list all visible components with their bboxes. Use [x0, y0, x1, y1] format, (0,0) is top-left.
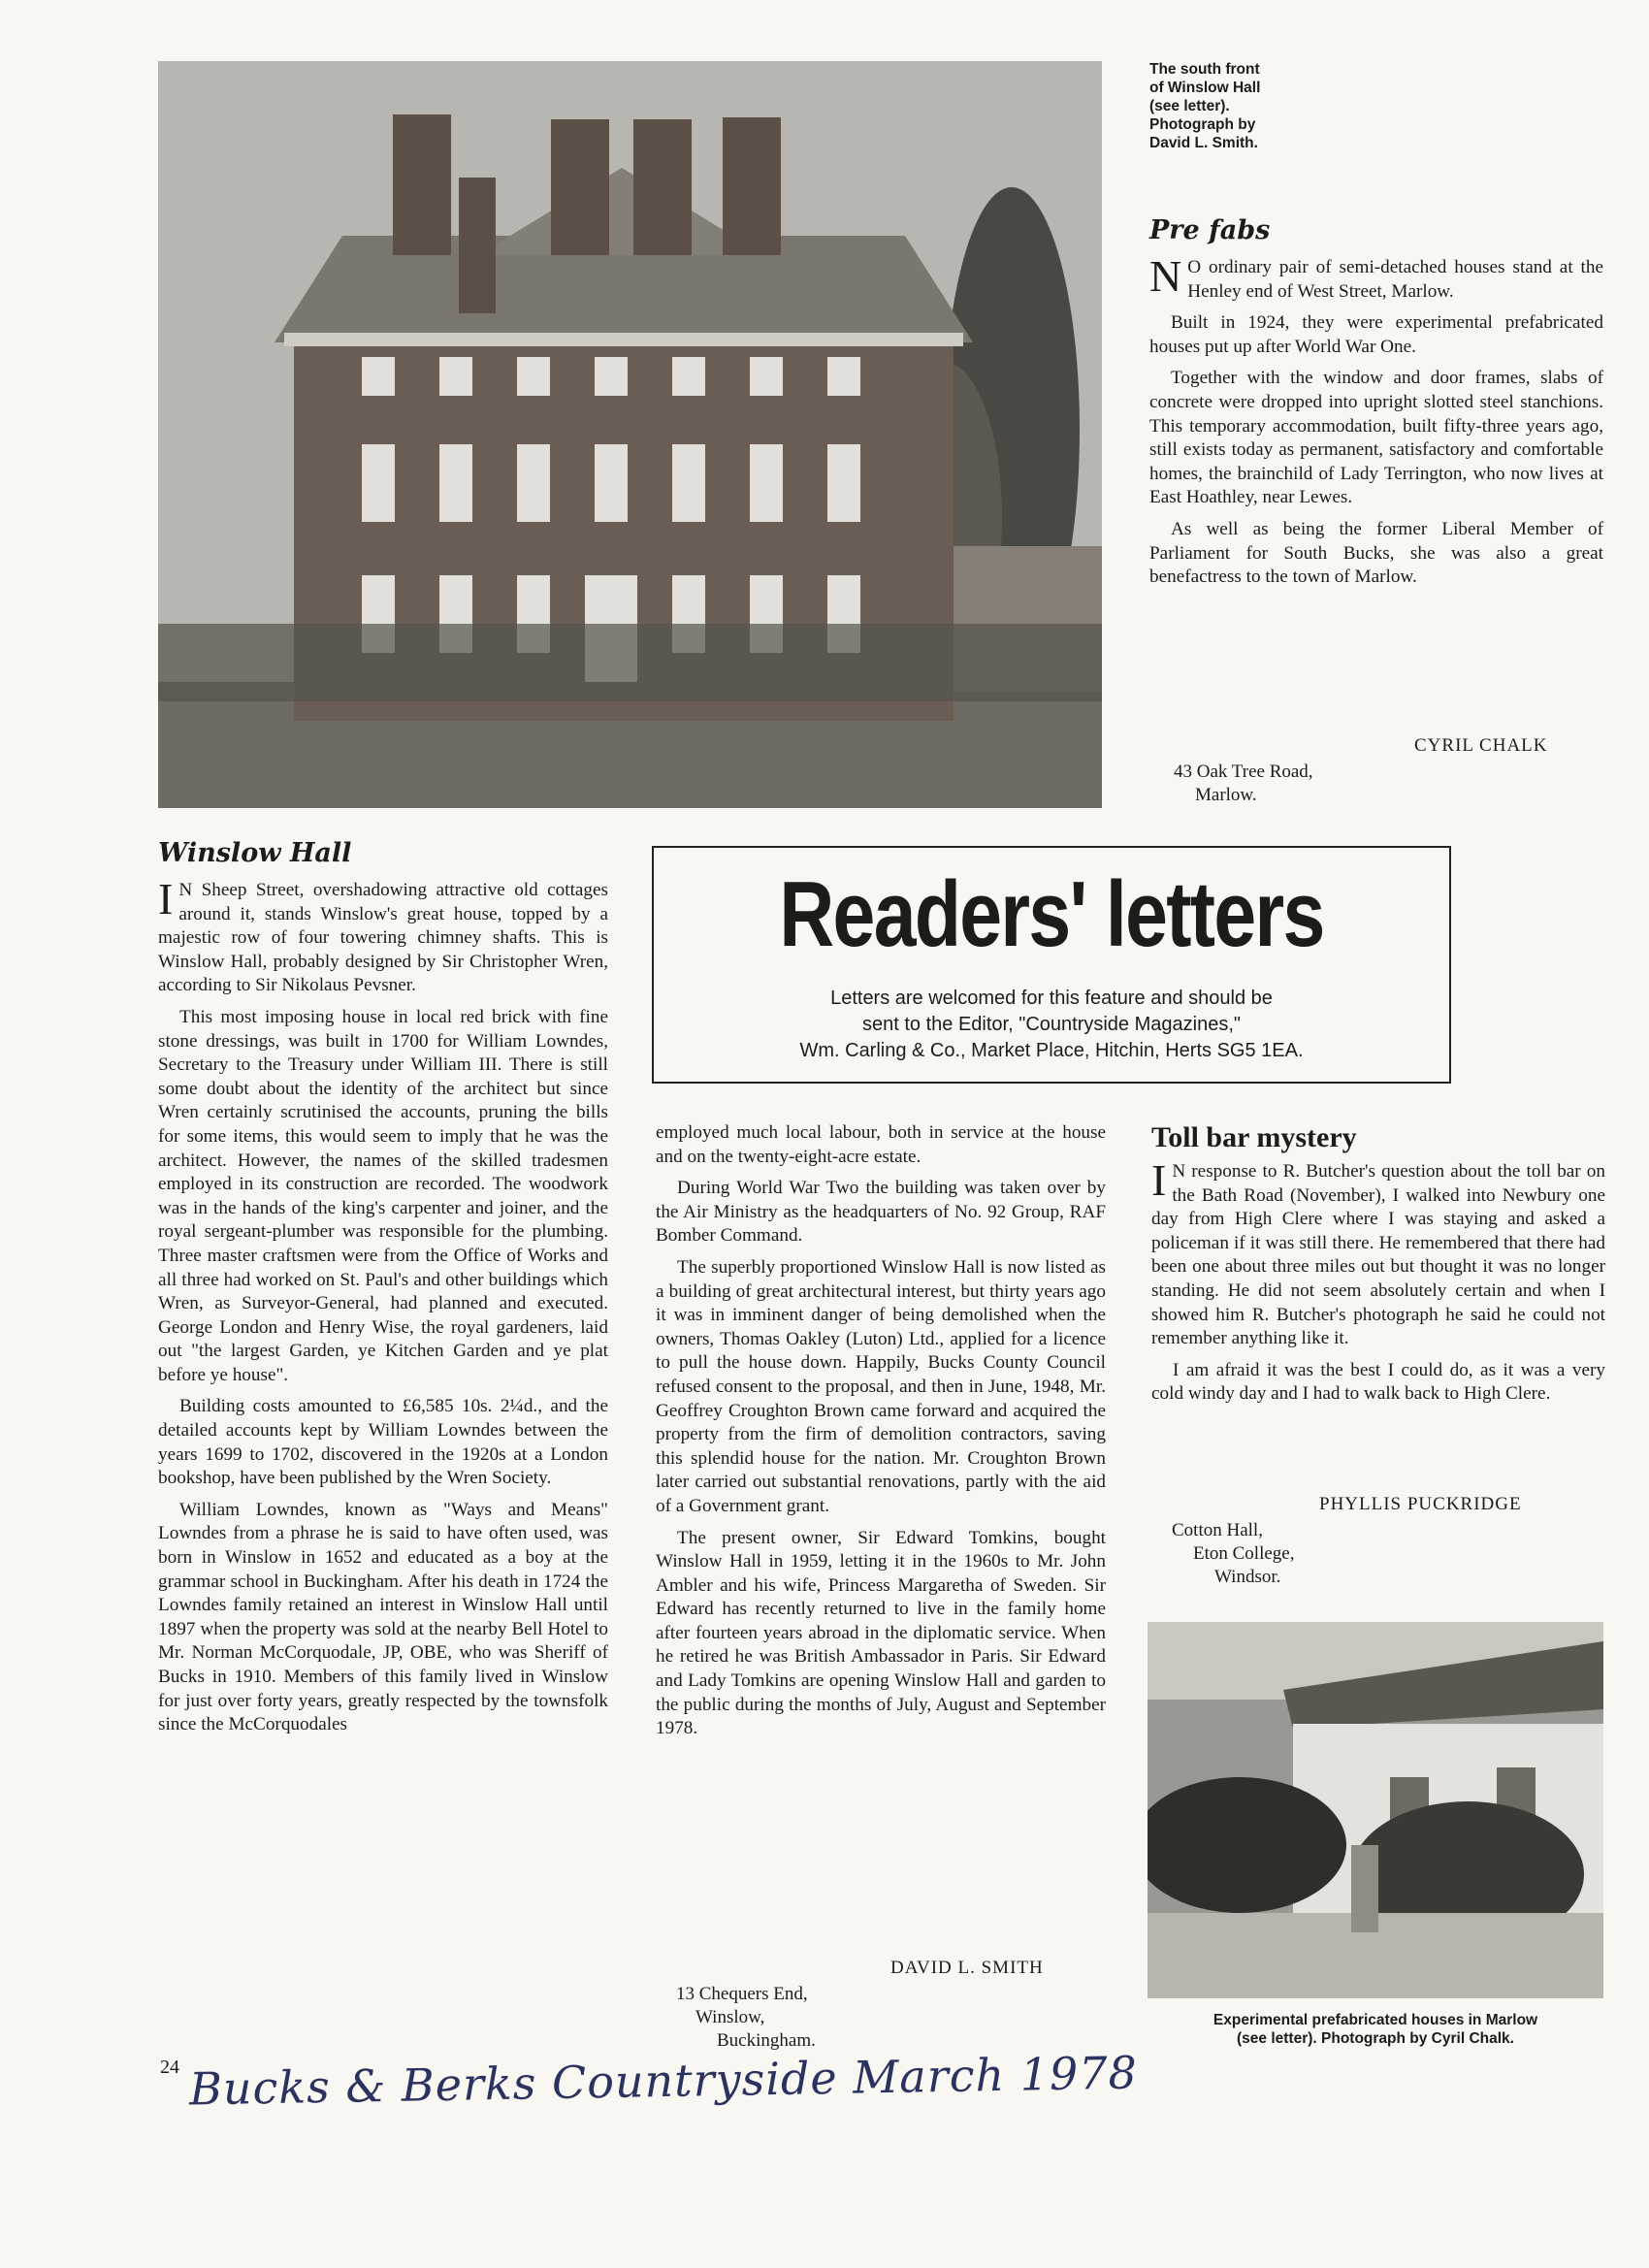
tollbar-text: N response to R. Butcher's question about the toll bar on the Bath Road (November), I walked into Newbury one day from High Clere where I was staying and asked a policeman if it was still there. He remembered that there had been one about three miles out but thought it was no longer standing. He did not seem absolutely certain and when I showed him R. Butcher's photograph he said he could not remember anything like it. — [1151, 1161, 1605, 1349]
caption-line: of Winslow Hall — [1149, 80, 1261, 96]
prefabs-signature: CYRIL CHALK — [1414, 735, 1548, 756]
prefabs-paragraph — [1149, 251, 1603, 304]
winslow-paragraph: employed much local labour, both in service at the house and on the twenty-eight-acre estate. — [656, 1122, 1106, 1167]
tollbar-body — [1151, 1155, 1605, 1414]
address-line: 13 Chequers End, — [676, 1984, 808, 2004]
top-photo-caption — [1149, 60, 1334, 152]
page-number: 24 — [160, 2057, 179, 2078]
readers-letters-title: Readers' letters — [779, 862, 1324, 966]
prefabs-heading: Pre fabs — [1149, 215, 1271, 245]
tollbar-signature: PHYLLIS PUCKRIDGE — [1319, 1494, 1522, 1514]
winslow-signature: DAVID L. SMITH — [890, 1958, 1044, 1978]
instruction-line: sent to the Editor, "Countryside Magazines," — [862, 1014, 1241, 1035]
tollbar-paragraph — [1151, 1155, 1605, 1351]
dropcap: I — [158, 874, 174, 923]
prefab-houses-illustration — [1148, 1622, 1603, 1998]
address-line: Buckingham. — [717, 2030, 816, 2051]
winslow-paragraph: William Lowndes, known as "Ways and Means" Lowndes from a phrase he is said to have often used, was born in Winslow in 1652 and educated as a boy at the grammar school in Buckingham. After his death in 1724 the Lowndes family retained an interest in Winslow Hall until 1897 when the property was sold at the nearby Bell Hotel to Mr. Norman McCorquodale, JP, OBE, who was Sheriff of Bucks in 1910. Members of this family lived in Winslow for just over forty years, greatly respected by the townsfolk since the McCorquodales — [158, 1499, 608, 1735]
winslow-paragraph: Building costs amounted to £6,585 10s. 2¼d., and the detailed accounts kept by William Lowndes between the years 1699 to 1702, discovered in the 1920s at a London bookshop, have been published by the Wren Society. — [158, 1396, 608, 1489]
prefabs-paragraph: Built in 1924, they were experimental prefabricated houses put up after World War One. — [1149, 312, 1603, 357]
winslow-paragraph: This most imposing house in local red brick with fine stone dressings, was built in 1700 for William Lowndes, Secretary to the Treasury under William III. There is still some doubt about the identity of the architect but since Wren certainly scrutinised the accounts, pruning the bills for some items, this would seem to imply that he was the architect. However, the names of the skilled tradesmen employed in its construction are recorded. The woodwork was in the hands of the king's carpenter and joiner, and the royal sergeant-plumber was responsible for the plumbing. Three master craftsmen were from the Office of Works and all three had worked on St. Paul's and other buildings which Wren, as Surveyor-General, had planned and executed. George London and Henry Wise, the royal gardeners, laid out "the largest Garden, ye Kitchen Garden and ye plat before ye house". — [158, 1006, 608, 1385]
address-line: Eton College, — [1193, 1543, 1295, 1564]
tollbar-heading: Toll bar mystery — [1151, 1121, 1357, 1153]
caption-line: (see letter). Photograph by Cyril Chalk. — [1237, 2030, 1514, 2047]
prefabs-address — [1174, 761, 1313, 807]
winslow-paragraph: During World War Two the building was taken over by the Air Ministry as the headquarters of No. 92 Group, RAF Bomber Command. — [656, 1178, 1106, 1247]
winslow-paragraph — [158, 874, 608, 998]
prefabs-paragraph: Together with the window and door frames, slabs of concrete were dropped into upright slotted steel stanchions. This temporary accommodation, built fifty-three years ago, still exists today as permanent, satisfactory and comfortable homes, the brainchild of Lady Terrington, who now lives at East Hoathley, near Lewes. — [1149, 368, 1603, 508]
winslow-hall-photo — [158, 61, 1102, 808]
winslow-column-2 — [656, 1121, 1106, 1749]
prefab-houses-photo — [1148, 1622, 1603, 1998]
address-line: Windsor. — [1214, 1567, 1281, 1587]
tollbar-paragraph: I am afraid it was the best I could do, as it was a very cold windy day and I had to walk back to High Clere. — [1151, 1359, 1605, 1405]
address-line: 43 Oak Tree Road, — [1174, 761, 1313, 782]
winslow-heading: Winslow Hall — [158, 838, 352, 868]
prefabs-paragraph: As well as being the former Liberal Member of Parliament for South Bucks, she was also a great benefactress to the town of Marlow. — [1149, 518, 1603, 588]
prefabs-text: O ordinary pair of semi-detached houses stand at the Henley end of West Street, Marlow. — [1187, 257, 1603, 302]
winslow-hall-illustration — [158, 61, 1102, 808]
bottom-photo-caption — [1143, 2011, 1608, 2048]
winslow-text: N Sheep Street, overshadowing attractive old cottages around it, stands Winslow's great house, topped by a majestic row of four towering chimney shafts. This is Winslow Hall, probably designed by Sir Christopher Wren, according to Sir Nikolaus Pevsner. — [158, 880, 608, 996]
address-line: Marlow. — [1195, 785, 1257, 805]
dropcap: N — [1149, 251, 1182, 301]
readers-letters-box — [652, 846, 1451, 1084]
winslow-address — [676, 1983, 816, 2053]
handwritten-note: Bucks & Berks Countryside March 1978 — [188, 2046, 1139, 2116]
instruction-line: Wm. Carling & Co., Market Place, Hitchin, Herts SG5 1EA. — [799, 1040, 1304, 1061]
caption-line: David L. Smith. — [1149, 135, 1258, 151]
prefabs-body — [1149, 251, 1603, 598]
winslow-paragraph: The present owner, Sir Edward Tomkins, bought Winslow Hall in 1959, letting it in the 1960s to Mr. John Ambler and his wife, Princess Margaretha of Sweden. Sir Edward has recently returned to live in the family home after fourteen years abroad in the diplomatic service. When he retired he was British Ambassador in Paris. Sir Edward and Lady Tomkins are opening Winslow Hall and garden to the public during the months of July, August and September 1978. — [656, 1527, 1106, 1739]
readers-letters-instructions — [654, 986, 1449, 1064]
caption-line: The south front — [1149, 61, 1260, 78]
tollbar-address — [1172, 1519, 1294, 1589]
winslow-paragraph: The superbly proportioned Winslow Hall is now listed as a building of great architectural interest, but thirty years ago it was in imminent danger of being demolished when the owners, Thomas Oakley (Luton) Ltd., applied for a licence to pull the house down. Happily, Bucks County Council refused consent to the proposal, and then in June, 1948, Mr. Geoffrey Croughton Brown came forward and acquired the property from the firm of demolition contractors, saving this splendid house for the nation. Mr. Croughton Brown later carried out substantial renovations, partly with the aid of a Government grant. — [656, 1256, 1106, 1516]
caption-line: Photograph by — [1149, 116, 1256, 133]
address-line: Winslow, — [695, 2007, 765, 2027]
caption-line: Experimental prefabricated houses in Marlow — [1212, 2012, 1538, 2028]
caption-line: (see letter). — [1149, 98, 1230, 114]
winslow-column-1 — [158, 874, 608, 1745]
address-line: Cotton Hall, — [1172, 1520, 1263, 1540]
dropcap: I — [1151, 1155, 1167, 1205]
instruction-line: Letters are welcomed for this feature and should be — [830, 988, 1273, 1009]
